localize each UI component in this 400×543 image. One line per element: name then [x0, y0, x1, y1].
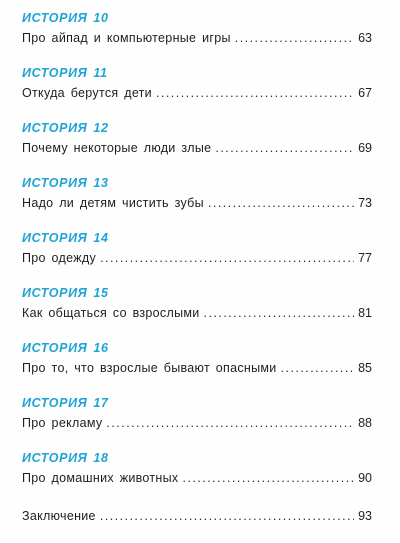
story-number: 14 — [93, 231, 109, 245]
page-number: 73 — [358, 196, 372, 210]
dot-leader — [100, 508, 354, 524]
story-title: Про одежду — [22, 251, 97, 265]
page-number: 93 — [358, 509, 372, 523]
page-number: 67 — [358, 86, 372, 100]
story-heading — [22, 450, 372, 466]
toc-entry-story-15[interactable] — [22, 285, 372, 321]
toc-line — [22, 85, 372, 101]
story-label: ИСТОРИЯ — [22, 176, 88, 190]
story-number: 16 — [93, 341, 109, 355]
story-number: 15 — [93, 286, 109, 300]
dot-leader — [106, 415, 354, 431]
toc-entry-story-13[interactable] — [22, 175, 372, 211]
toc-entry-conclusion[interactable] — [22, 508, 372, 524]
page-number: 69 — [358, 141, 372, 155]
story-title: Про айпад и компьютерные игры — [22, 31, 231, 45]
toc-line — [22, 508, 372, 524]
dot-leader — [215, 140, 354, 156]
page-number: 88 — [358, 416, 372, 430]
story-heading — [22, 285, 372, 301]
story-heading — [22, 65, 372, 81]
story-title: Откуда берутся дети — [22, 86, 152, 100]
toc-entry-story-10[interactable] — [22, 10, 372, 46]
dot-leader — [156, 85, 354, 101]
dot-leader — [208, 195, 354, 211]
story-heading — [22, 120, 372, 136]
story-number: 13 — [93, 176, 109, 190]
story-heading — [22, 10, 372, 26]
dot-leader — [182, 470, 354, 486]
table-of-contents — [22, 10, 372, 543]
page-number: 90 — [358, 471, 372, 485]
toc-line — [22, 30, 372, 46]
dot-leader — [235, 30, 354, 46]
story-heading — [22, 340, 372, 356]
story-number: 10 — [93, 11, 109, 25]
toc-line — [22, 360, 372, 376]
story-label: ИСТОРИЯ — [22, 341, 88, 355]
story-title: Про домашних животных — [22, 471, 179, 485]
toc-entry-story-17[interactable] — [22, 395, 372, 431]
story-label: ИСТОРИЯ — [22, 231, 88, 245]
toc-entry-story-16[interactable] — [22, 340, 372, 376]
toc-line — [22, 305, 372, 321]
story-number: 12 — [93, 121, 109, 135]
story-label: ИСТОРИЯ — [22, 451, 88, 465]
toc-line — [22, 140, 372, 156]
story-title: Про то, что взрослые бывают опасными — [22, 361, 277, 375]
story-label: ИСТОРИЯ — [22, 396, 88, 410]
story-number: 17 — [93, 396, 109, 410]
story-label: ИСТОРИЯ — [22, 66, 88, 80]
toc-line — [22, 250, 372, 266]
story-title: Почему некоторые люди злые — [22, 141, 212, 155]
story-title: Про рекламу — [22, 416, 103, 430]
dot-leader — [204, 305, 354, 321]
page-number: 63 — [358, 31, 372, 45]
toc-entry-story-12[interactable] — [22, 120, 372, 156]
story-number: 11 — [93, 66, 108, 80]
toc-entry-story-18[interactable] — [22, 450, 372, 486]
story-heading — [22, 230, 372, 246]
dot-leader — [281, 360, 354, 376]
story-title: Как общаться со взрослыми — [22, 306, 200, 320]
story-label: ИСТОРИЯ — [22, 121, 88, 135]
story-label: ИСТОРИЯ — [22, 11, 88, 25]
story-heading — [22, 175, 372, 191]
toc-line — [22, 195, 372, 211]
story-heading — [22, 395, 372, 411]
story-label: ИСТОРИЯ — [22, 286, 88, 300]
story-title: Надо ли детям чистить зубы — [22, 196, 204, 210]
toc-entry-story-14[interactable] — [22, 230, 372, 266]
page-number: 81 — [358, 306, 372, 320]
page-number: 77 — [358, 251, 372, 265]
toc-line — [22, 470, 372, 486]
toc-line — [22, 415, 372, 431]
conclusion-title: Заключение — [22, 509, 96, 523]
dot-leader — [100, 250, 354, 266]
page-number: 85 — [358, 361, 372, 375]
toc-entry-story-11[interactable] — [22, 65, 372, 101]
story-number: 18 — [93, 451, 109, 465]
